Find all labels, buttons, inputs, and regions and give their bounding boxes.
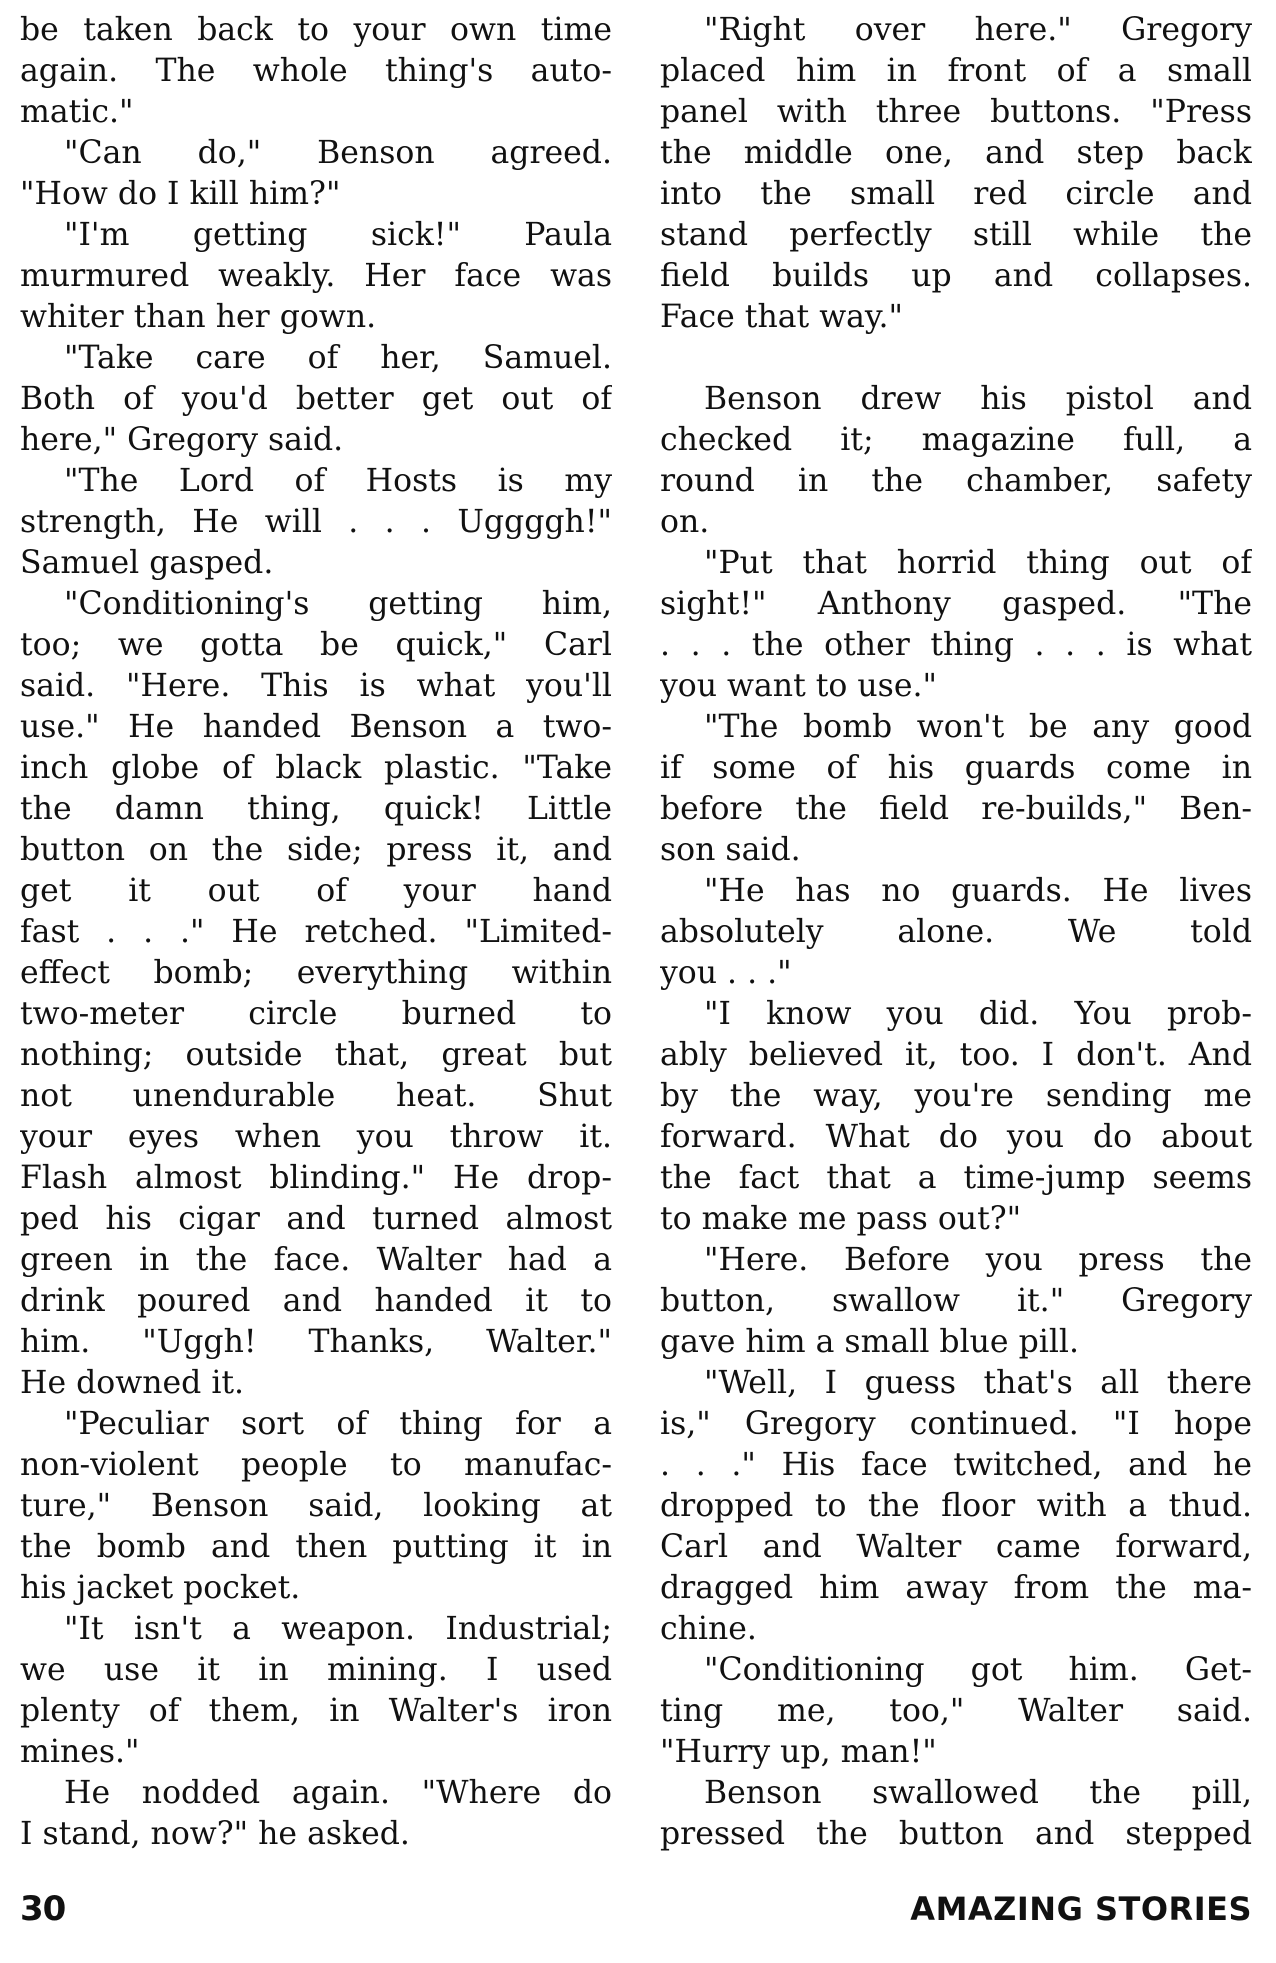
text-line: two-meter circle burned to [20, 996, 612, 1032]
text-line: ture," Benson said, looking at [20, 1488, 612, 1524]
text-line: him. "Uggh! Thanks, Walter." [20, 1324, 612, 1360]
text-line: gave him a small blue pill. [660, 1324, 1079, 1360]
text-line: button, swallow it." Gregory [660, 1283, 1252, 1319]
text-line: ped his cigar and turned almost [20, 1201, 612, 1237]
text-line: forward. What do you do about [660, 1119, 1252, 1155]
text-line: . . . the other thing . . . is what [660, 627, 1252, 663]
text-line: the middle one, and step back [660, 135, 1252, 171]
text-line: here," Gregory said. [20, 422, 344, 458]
text-line: again. The whole thing's auto- [20, 53, 612, 89]
text-line: "I know you did. You prob- [704, 996, 1252, 1032]
text-line: Flash almost blinding." He drop- [20, 1160, 612, 1196]
text-line: not unendurable heat. Shut [20, 1078, 612, 1114]
text-line: by the way, you're sending me [660, 1078, 1252, 1114]
text-line: whiter than her gown. [20, 299, 377, 335]
text-line: ably believed it, too. I don't. And [660, 1037, 1252, 1073]
text-line: dropped to the floor with a thud. [660, 1488, 1252, 1524]
text-line: green in the face. Walter had a [20, 1242, 612, 1278]
text-line: field builds up and collapses. [660, 258, 1252, 294]
text-line: his jacket pocket. [20, 1570, 301, 1606]
text-line: ting me, too," Walter said. [660, 1693, 1252, 1729]
text-line: is," Gregory continued. "I hope [660, 1406, 1252, 1442]
right-text-column [660, 10, 1252, 1855]
text-line: "Right over here." Gregory [704, 12, 1252, 48]
text-line: you want to use." [660, 668, 937, 704]
text-line: to make me pass out?" [660, 1201, 1022, 1237]
text-line: matic." [20, 94, 134, 130]
text-line: son said. [660, 832, 801, 868]
text-line: stand perfectly still while the [660, 217, 1252, 253]
text-line: Both of you'd better get out of [20, 381, 612, 417]
text-line: "Can do," Benson agreed. [64, 135, 612, 171]
page-footer [20, 1884, 1252, 1934]
text-line: plenty of them, in Walter's iron [20, 1693, 612, 1729]
text-line: dragged him away from the ma- [660, 1570, 1252, 1606]
text-line: Samuel gasped. [20, 545, 274, 581]
text-line: non-violent people to manufac- [20, 1447, 612, 1483]
text-line: He nodded again. "Where do [64, 1775, 612, 1811]
text-line: "Take care of her, Samuel. [64, 340, 612, 376]
text-line: "Hurry up, man!" [660, 1734, 937, 1770]
text-line: "Conditioning's getting him, [64, 586, 612, 622]
text-line: "How do I kill him?" [20, 176, 341, 212]
text-line: strength, He will . . . Uggggh!" [20, 504, 612, 540]
text-line: button on the side; press it, and [20, 832, 612, 868]
text-line: be taken back to your own time [20, 12, 612, 48]
text-line: panel with three buttons. "Press [660, 94, 1252, 130]
text-line: Benson swallowed the pill, [704, 1775, 1252, 1811]
text-line: the bomb and then putting it in [20, 1529, 612, 1565]
left-text-column [20, 10, 612, 1855]
text-line: murmured weakly. Her face was [20, 258, 612, 294]
text-line: absolutely alone. We told [660, 914, 1252, 950]
text-line: . . ." His face twitched, and he [660, 1447, 1252, 1483]
text-line: sight!" Anthony gasped. "The [660, 586, 1252, 622]
text-line: inch globe of black plastic. "Take [20, 750, 612, 786]
text-line: I stand, now?" he asked. [20, 1816, 410, 1852]
text-line: mines." [20, 1734, 140, 1770]
text-line: if some of his guards come in [660, 750, 1252, 786]
text-line: use." He handed Benson a two- [20, 709, 612, 745]
magazine-name: AMAZING STORIES [910, 1890, 1252, 1928]
text-line: before the field re-builds," Ben- [660, 791, 1252, 827]
text-line: Face that way." [660, 299, 904, 335]
text-line: "Put that horrid thing out of [704, 545, 1252, 581]
text-line: the damn thing, quick! Little [20, 791, 612, 827]
text-line: Benson drew his pistol and [704, 381, 1252, 417]
text-line: "Peculiar sort of thing for a [64, 1406, 612, 1442]
text-line: "He has no guards. He lives [704, 873, 1252, 909]
page-number: 30 [20, 1889, 66, 1929]
text-line: chine. [660, 1611, 757, 1647]
text-line: effect bomb; everything within [20, 955, 612, 991]
text-line: nothing; outside that, great but [20, 1037, 612, 1073]
text-line: fast . . ." He retched. "Limited- [20, 914, 612, 950]
text-line: get it out of your hand [20, 873, 612, 909]
text-line: drink poured and handed it to [20, 1283, 612, 1319]
text-line: on. [660, 504, 710, 540]
text-line: you . . ." [660, 955, 792, 991]
text-line: the fact that a time-jump seems [660, 1160, 1252, 1196]
text-line: said. "Here. This is what you'll [20, 668, 612, 704]
text-line: He downed it. [20, 1365, 245, 1401]
text-line: "Well, I guess that's all there [704, 1365, 1252, 1401]
text-line: "Here. Before you press the [704, 1242, 1252, 1278]
text-line: we use it in mining. I used [20, 1652, 612, 1688]
text-line: into the small red circle and [660, 176, 1252, 212]
text-line: placed him in front of a small [660, 53, 1252, 89]
text-line: checked it; magazine full, a [660, 422, 1252, 458]
text-line: "The Lord of Hosts is my [64, 463, 612, 499]
text-line: pressed the button and stepped [660, 1816, 1252, 1852]
text-line: "Conditioning got him. Get- [704, 1652, 1252, 1688]
text-line: "It isn't a weapon. Industrial; [64, 1611, 612, 1647]
text-line: your eyes when you throw it. [20, 1119, 612, 1155]
text-line: too; we gotta be quick," Carl [20, 627, 612, 663]
text-line: "The bomb won't be any good [704, 709, 1252, 745]
text-line: Carl and Walter came forward, [660, 1529, 1252, 1565]
text-line: round in the chamber, safety [660, 463, 1252, 499]
text-line: "I'm getting sick!" Paula [64, 217, 612, 253]
